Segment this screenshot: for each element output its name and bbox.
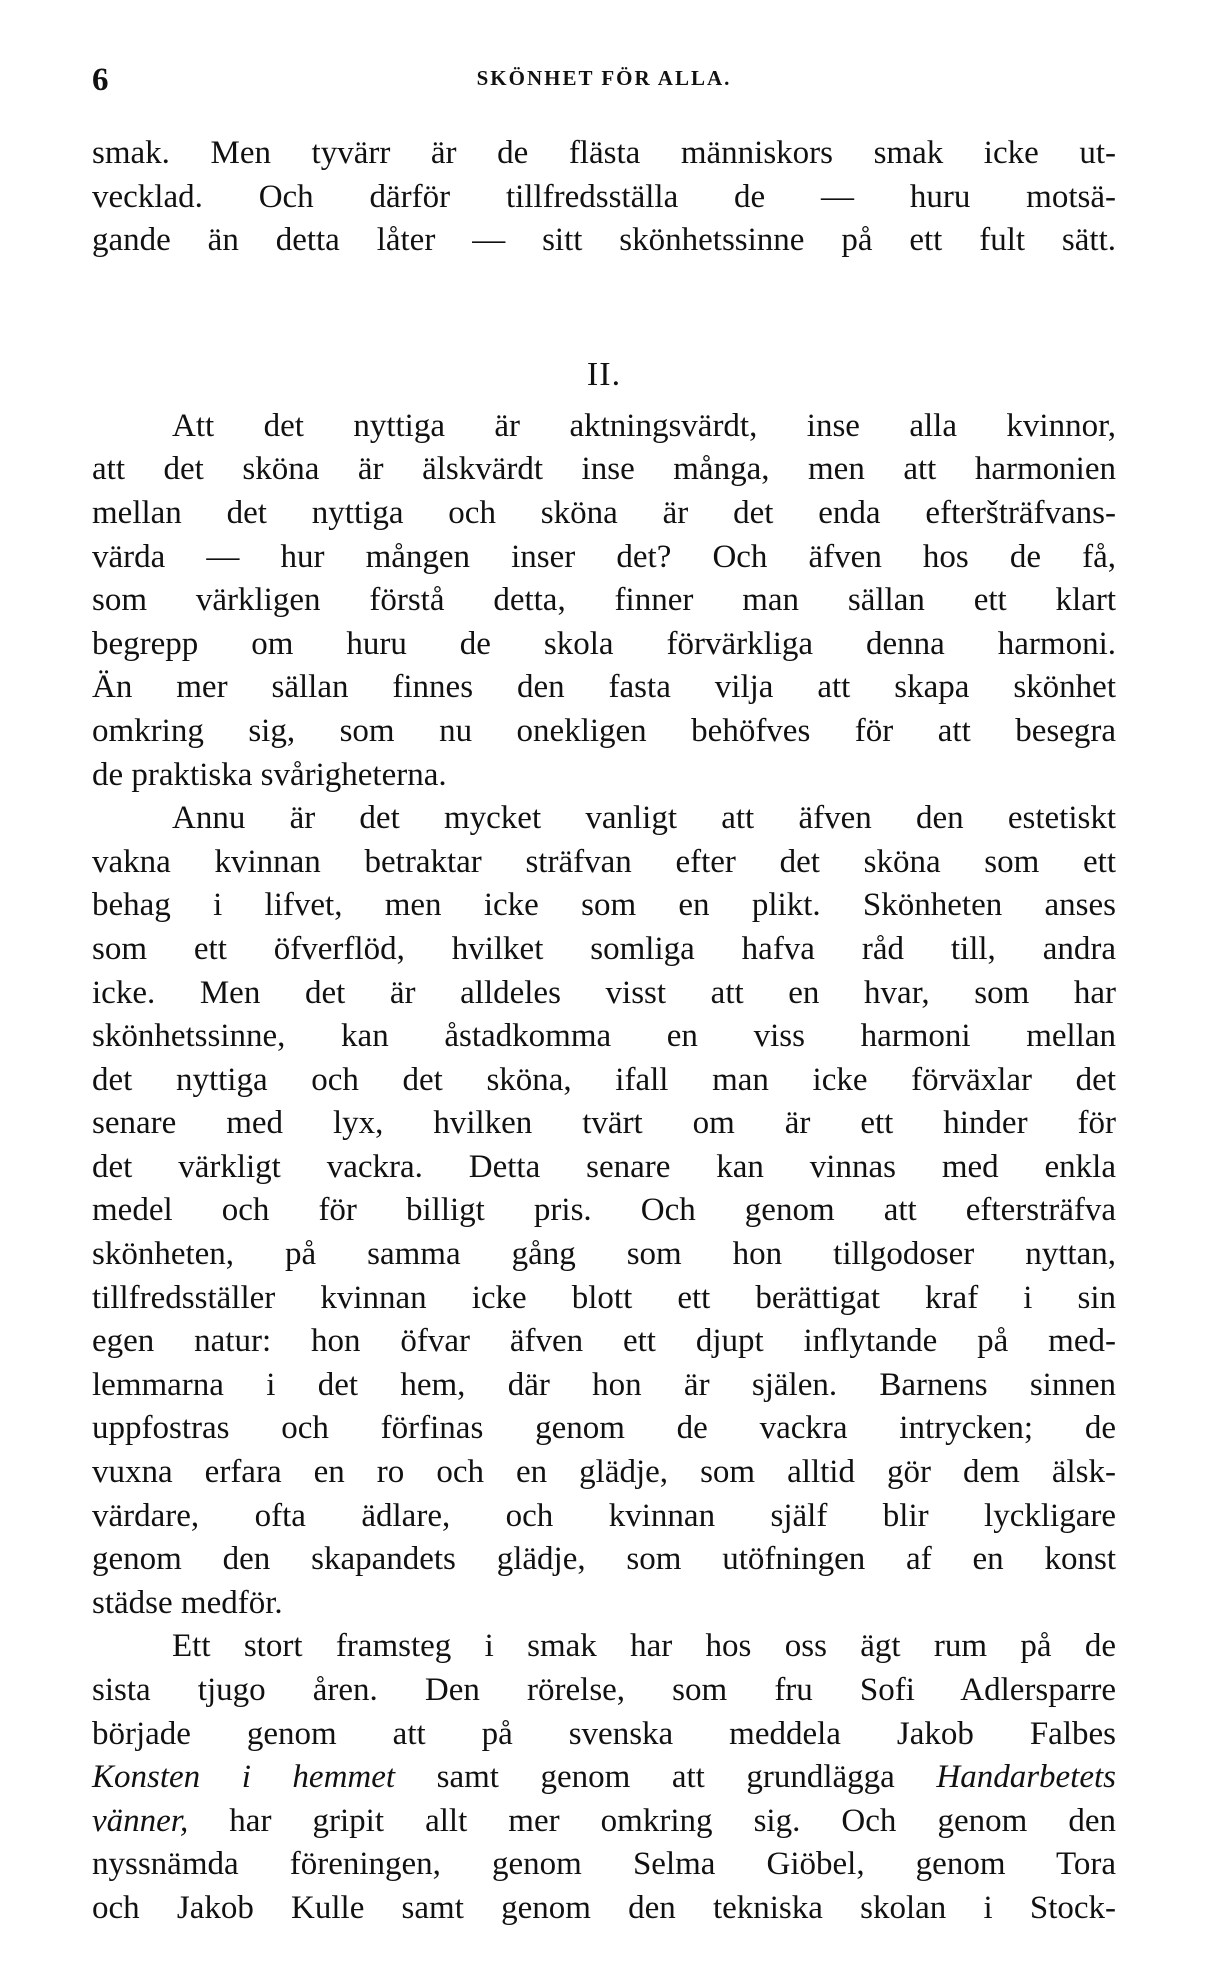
text-fragment: samt genom att grundlägga: [395, 1759, 937, 1796]
section-heading: II.: [586, 355, 622, 393]
text-line: icke. Men det är alldeles visst att en hvar, som har: [92, 974, 1116, 1011]
text-line: Än mer sällan finnes den fasta vilja att skapa skönhet: [92, 669, 1116, 706]
text-line: som ett öfverflöd, hvilket somliga hafva råd till, andra: [92, 930, 1116, 967]
text-line: tillfredsställer kvinnan icke blott ett berättigat kraf i sin: [92, 1279, 1116, 1316]
text-line: medel och för billigt pris. Och genom att eftersträfva: [92, 1192, 1116, 1229]
text-line: skönhetssinne, kan åstadkomma en viss harmoni mellan: [92, 1018, 1116, 1055]
text-line: de praktiska svårigheterna.: [92, 756, 447, 793]
text-line: det nyttiga och det sköna, ifall man icke förväxlar det: [92, 1061, 1116, 1098]
running-head: [92, 62, 1116, 102]
text-line: begrepp om huru de skola förvärkliga denna harmoni.: [92, 625, 1116, 662]
book-title-italic: Handarbetets: [936, 1759, 1117, 1796]
text-line: Att det nyttiga är aktningsvärdt, inse alla kvinnor,: [172, 407, 1116, 444]
text-line: uppfostras och förfinas genom de vackra intrycken; de: [92, 1410, 1116, 1447]
text-line: nyssnämda föreningen, genom Selma Giöbel, genom Tora: [92, 1846, 1116, 1883]
text-fragment: har gripit allt mer omkring sig. Och genom den: [188, 1802, 1116, 1839]
text-line: Ett stort framsteg i smak har hos oss ägt rum på de: [172, 1628, 1116, 1665]
text-line: vecklad. Och därför tillfredsställa de — huru motsä-: [92, 178, 1116, 215]
text-line: lemmarna i det hem, där hon är själen. Barnens sinnen: [92, 1366, 1116, 1403]
text-line: sista tjugo åren. Den rörelse, som fru Sofi Adlersparre: [92, 1672, 1116, 1708]
body-text: [92, 132, 1116, 1931]
text-line-with-titles: [92, 1800, 1116, 1844]
text-line: Annu är det mycket vanligt att äfven den estetiskt: [172, 800, 1116, 837]
text-line: smak. Men tyvärr är de flästa människors smak icke ut-: [92, 135, 1116, 171]
page-number: 6: [92, 62, 109, 98]
text-line: senare med lyx, hvilken tvärt om är ett hinder för: [92, 1105, 1116, 1142]
text-line: mellan det nyttiga och sköna är det enda efteršträfvans-: [92, 494, 1116, 531]
text-line: började genom att på svenska meddela Jakob Falbes: [92, 1715, 1116, 1752]
text-line: vakna kvinnan betraktar sträfvan efter det sköna som ett: [92, 843, 1116, 880]
text-line: vuxna erfara en ro och en glädje, som alltid gör dem älsk-: [92, 1454, 1116, 1491]
text-line: och Jakob Kulle samt genom den tekniska skolan i Stock-: [92, 1889, 1116, 1926]
text-line: gande än detta låter — sitt skönhetssinne på ett fult sätt.: [92, 222, 1116, 259]
text-line: behag i lifvet, men icke som en plikt. Skönheten anses: [92, 887, 1116, 924]
text-line: det värkligt vackra. Detta senare kan vinnas med enkla: [92, 1148, 1116, 1185]
text-line: värdare, ofta ädlare, och kvinnan själf blir lyckligare: [92, 1497, 1116, 1534]
text-line: städse medför.: [92, 1584, 283, 1621]
text-line: skönheten, på samma gång som hon tillgodoser nyttan,: [92, 1236, 1116, 1273]
text-line: egen natur: hon öfvar äfven ett djupt inflytande på med-: [92, 1323, 1116, 1360]
text-line-with-titles: [92, 1756, 1116, 1800]
book-title-italic: vänner,: [92, 1802, 189, 1839]
text-line: genom den skapandets glädje, som utöfningen af en konst: [92, 1541, 1116, 1578]
text-line: att det sköna är älskvärdt inse många, men att harmonien: [92, 451, 1116, 488]
text-line: omkring sig, som nu onekligen behöfves för att besegra: [92, 712, 1116, 749]
text-line: som värkligen förstå detta, finner man sällan ett klart: [92, 582, 1116, 619]
book-title-italic: Konsten i hemmet: [92, 1759, 396, 1796]
running-title: SKÖNHET FÖR ALLA.: [476, 66, 732, 90]
text-line: värda — hur mången inser det? Och äfven hos de få,: [92, 538, 1116, 575]
